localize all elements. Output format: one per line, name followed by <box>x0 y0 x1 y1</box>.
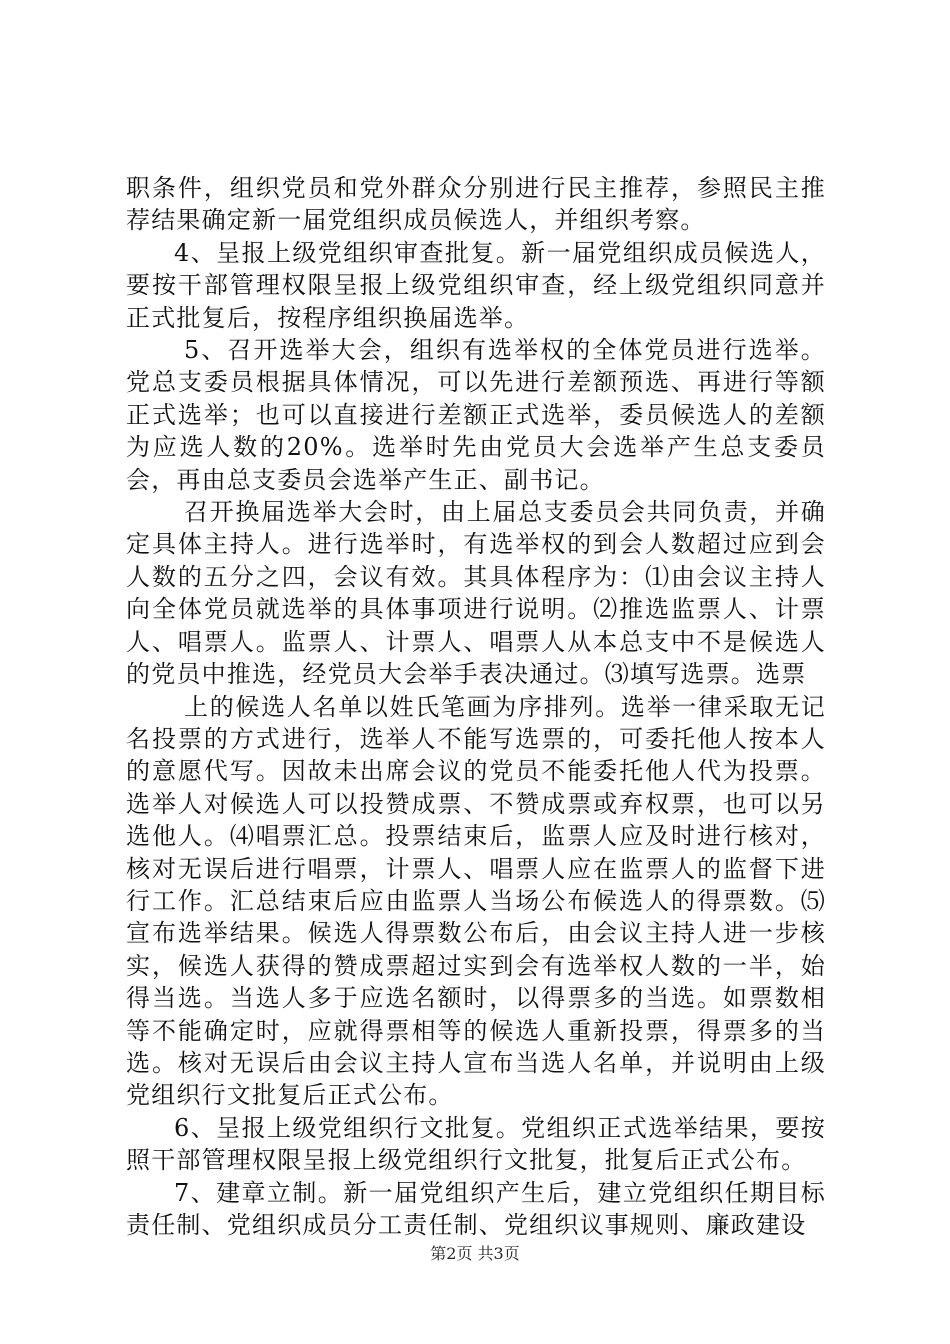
document-body <box>126 172 826 1241</box>
paragraph-step-6: 6、呈报上级党组织行文批复。党组织正式选举结果，要按照干部管理权限呈报上级党组织行文批复，批复后正式公布。 <box>126 1113 826 1175</box>
paragraph-step-5: 5、召开选举大会，组织有选举权的全体党员进行选举。党总支委员根据具体情况，可以先进行差额预选、再进行等额正式选举；也可以直接进行差额正式选举，委员候选人的差额为应选人数的20%。选举时先由党员大会选举产生总支委员会，再由总支委员会选举产生正、副书记。 <box>126 336 826 494</box>
paragraph-step-7: 7、建章立制。新一届党组织产生后，建立党组织任期目标责任制、党组织成员分工责任制、党组织议事规则、廉政建设 <box>126 1178 826 1239</box>
paragraph-continued-candidates: 职条件，组织党员和党外群众分别进行民主推荐，参照民主推荐结果确定新一届党组织成员候选人，并组织考察。 <box>126 174 826 235</box>
page-number-footer: 第2页 共3页 <box>430 1244 520 1263</box>
paragraph-ballot-rules: 上的候选人名单以姓氏笔画为序排列。选举一律采取无记名投票的方式进行，选举人不能写选票的，可委托他人按本人的意愿代写。因故未出席会议的党员不能委托他人代为投票。选举人对候选人可以投赞成票、不赞成票或弃权票，也可以另选他人。⑷唱票汇总。投票结束后，监票人应及时进行核对，核对无误后进行唱票，计票人、唱票人应在监票人的监督下进行工作。汇总结束后应由监票人当场公布候选人的得票数。⑸宣布选举结果。候选人得票数公布后，由会议主持人进一步核实，候选人获得的赞成票超过实到会有选举权人数的一半，始得当选。当选人多于应选名额时，以得票多的当选。如票数相等不能确定时，应就得票相等的候选人重新投票，得票多的当选。核对无误后由会议主持人宣布当选人名单，并说明由上级党组织行文批复后正式公布。 <box>126 692 826 1110</box>
paragraph-election-procedure: 召开换届选举大会时，由上届总支委员会共同负责，并确定具体主持人。进行选举时，有选举权的到会人数超过应到会人数的五分之四，会议有效。其具体程序为：⑴由会议主持人向全体党员就选举的具体事项进行说明。⑵推选监票人、计票人、唱票人。监票人、计票人、唱票人从本总支中不是候选人的党员中推选，经党员大会举手表决通过。⑶填写选票。选票 <box>126 498 826 689</box>
paragraph-step-4: 4、呈报上级党组织审查批复。新一届党组织成员候选人，要按干部管理权限呈报上级党组织审查，经上级党组织同意并正式批复后，按程序组织换届选举。 <box>126 238 826 332</box>
